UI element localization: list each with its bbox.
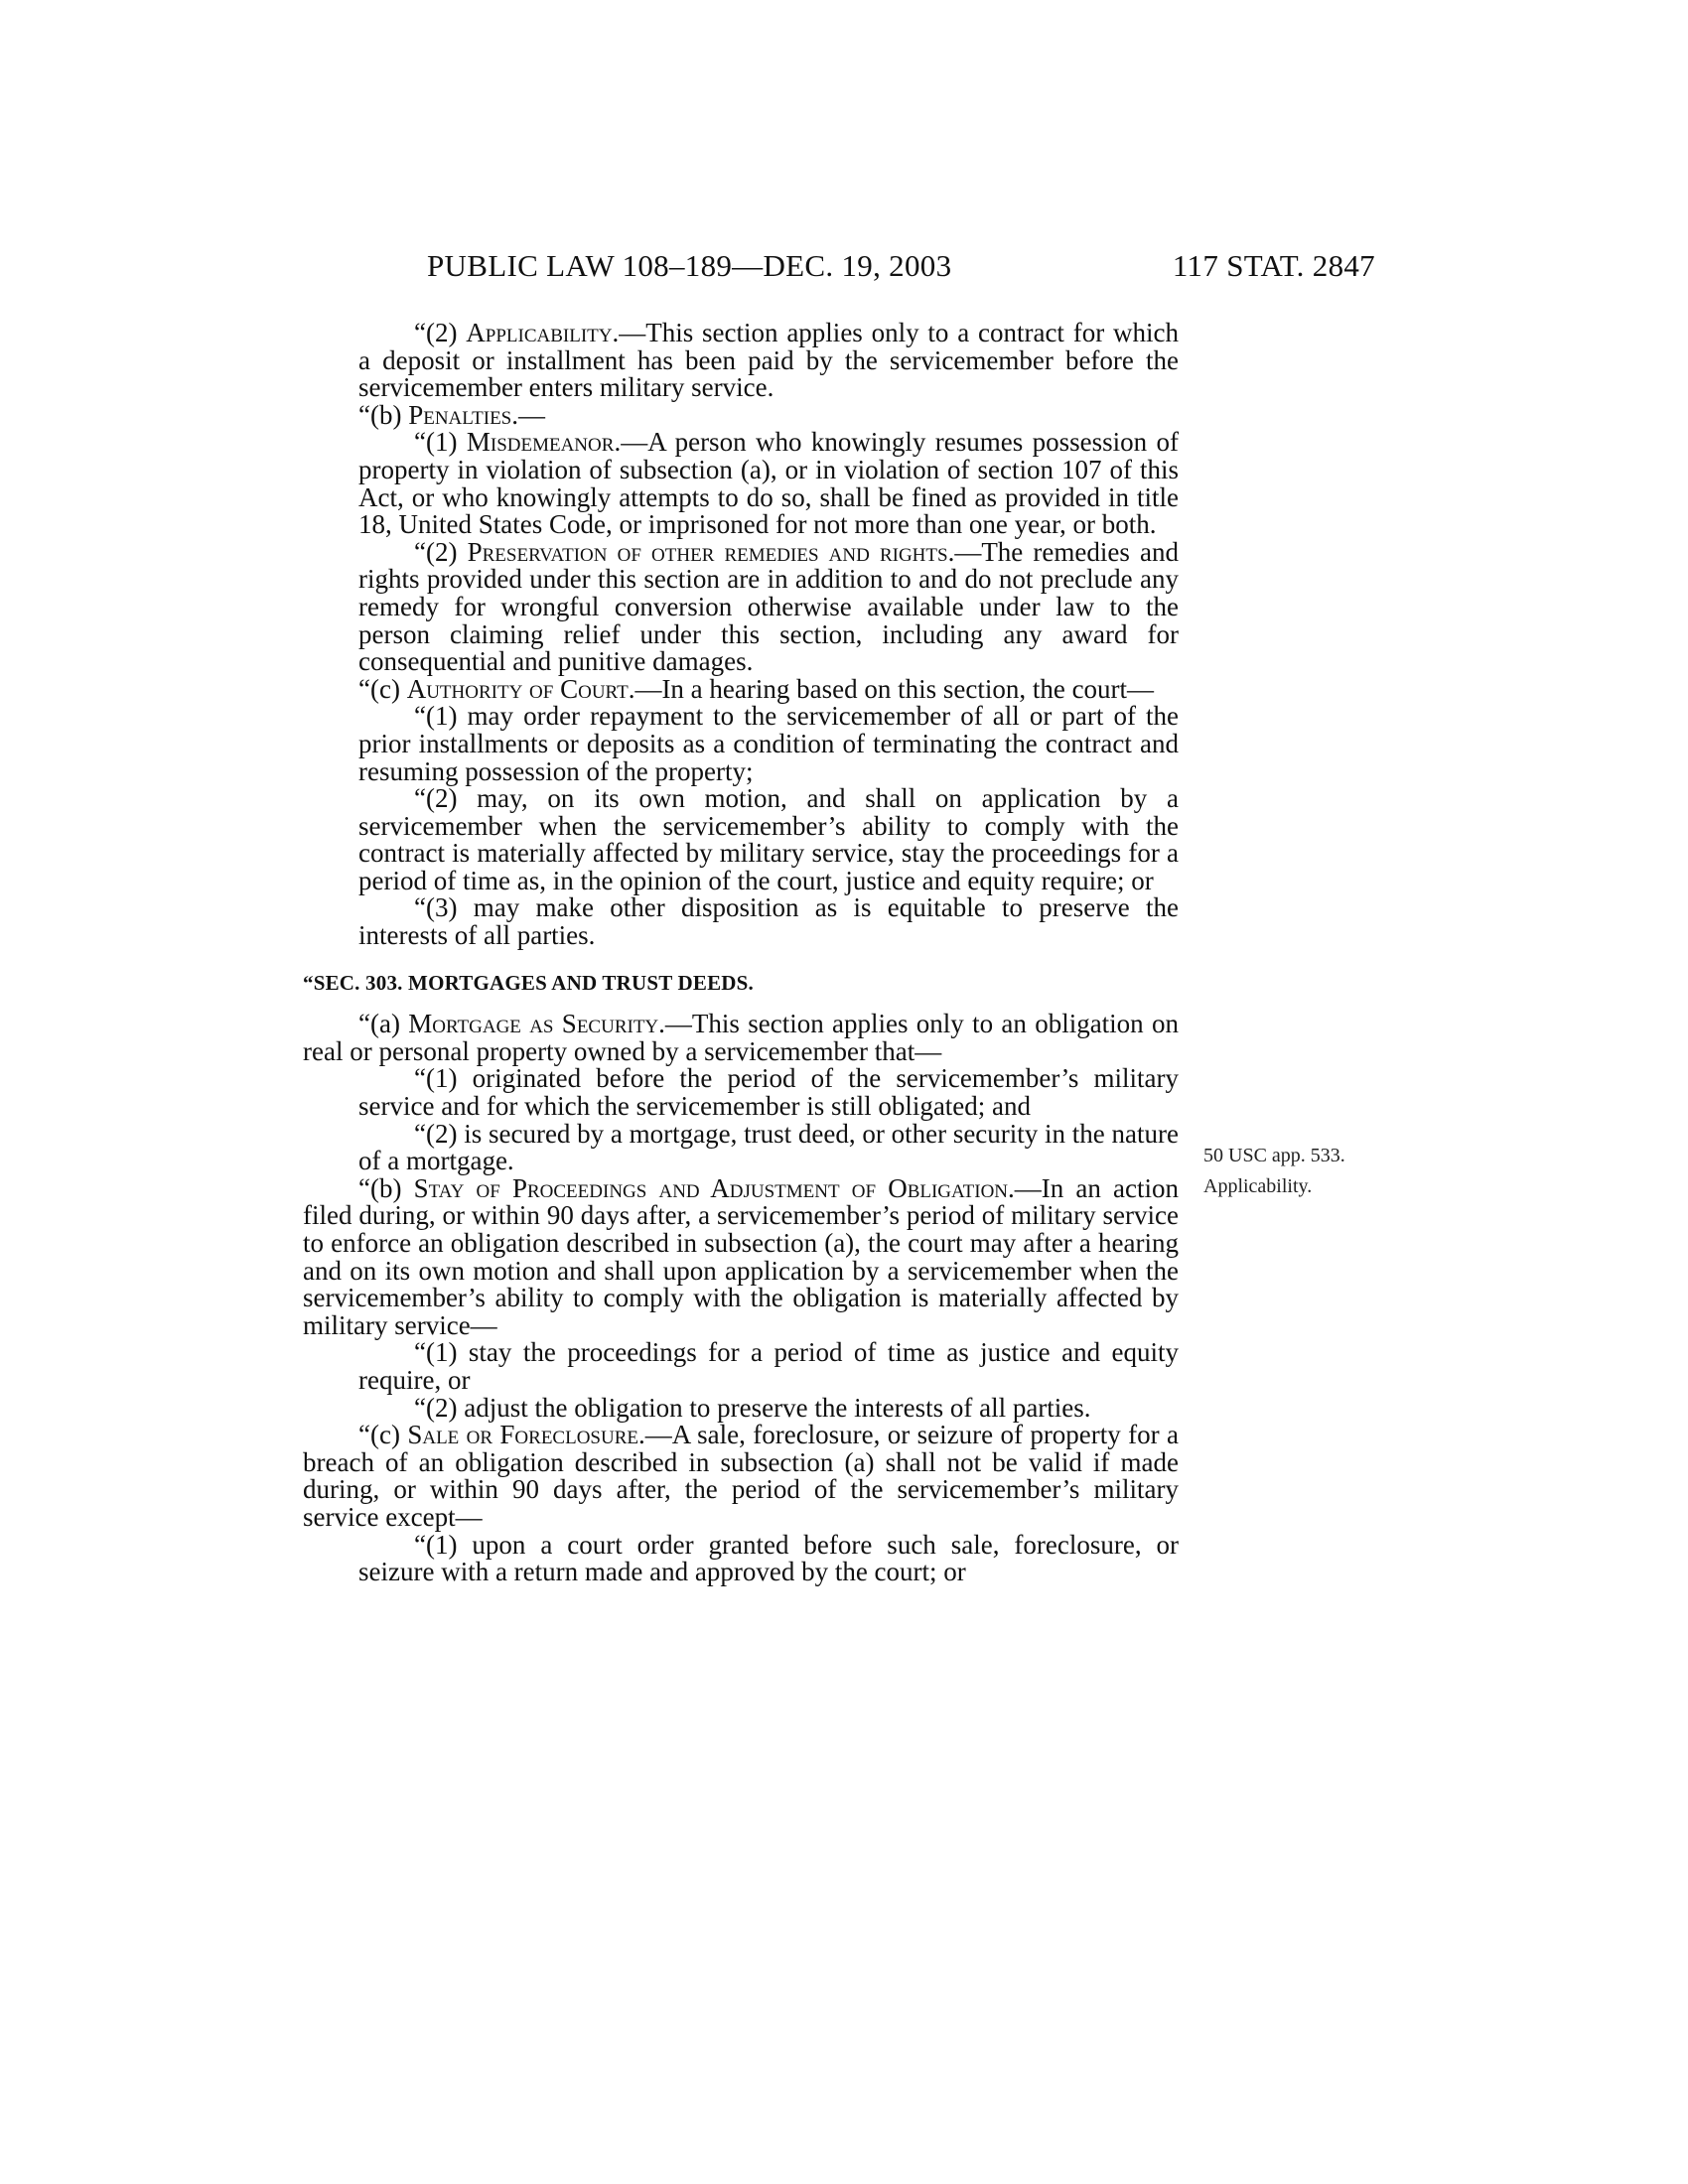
paragraph-a-mortgage: “(a) Mortgage as Security.—This section applies only to an obligation on real or personal property owned by a servicemember that— [303, 1009, 1179, 1066]
paragraph-applicability: “(2) Applicability.—This section applies only to a contract for which a deposit or installment has been paid by the servicemember before the servicemember enters military service. [358, 318, 1179, 403]
paragraph-misdemeanor: “(1) Misdemeanor.—A person who knowingly resumes possession of property in violation of subsection (a), or in violation of section 107 of this Act, or who knowingly attempts to do so, shall be fined as provided in title 18, United States Code, or imprisoned for not more than one year, or both. [358, 427, 1179, 540]
margin-note-applicability: Applicability. [1203, 1175, 1313, 1197]
header-public-law: PUBLIC LAW 108–189—DEC. 19, 2003 [427, 248, 952, 283]
paragraph-c-authority: “(c) Authority of Court.—In a hearing based on this section, the court— [358, 673, 1155, 704]
section-heading: “SEC. 303. MORTGAGES AND TRUST DEEDS. [303, 970, 754, 995]
paragraph-c1: “(1) may order repayment to the servicemember of all or part of the prior installments or deposits as a condition of terminating the contract and resuming possession of the property; [358, 701, 1179, 786]
paragraph-b-stay: “(b) Stay of Proceedings and Adjustment of Obligation.—In an action filed during, or within 90 days after, a servicemember’s period of military service to enforce an obligation described in subsection (a), the court may after a hearing and on its own motion and shall upon application by a servicemember when the servicemember’s ability to comply with the obligation is materially affected by military service— [303, 1172, 1179, 1340]
paragraph-b1: “(1) stay the proceedings for a period of time as justice and equity require, or [358, 1337, 1179, 1395]
paragraph-c3: “(3) may make other disposition as is equitable to preserve the interests of all parties. [358, 892, 1179, 951]
paragraph-a1: “(1) originated before the period of the servicemember’s military service and for which the servicemember is still obligated; and [358, 1063, 1179, 1122]
paragraph-a2: “(2) is secured by a mortgage, trust deed, or other security in the nature of a mortgage. [358, 1118, 1179, 1176]
paragraph-b-penalties: “(b) Penalties.— [358, 399, 546, 430]
header-stat-page: 117 STAT. 2847 [1172, 248, 1375, 283]
page-header [427, 248, 1375, 288]
paragraph-preservation: “(2) Preservation of other remedies and rights.—The remedies and rights provided under this section are in addition to and do not preclude any remedy for wrongful conversion otherwise available under law to the person claiming relief under this section, including any award for consequential and punitive damages. [358, 536, 1179, 677]
paragraph-sale-c1: “(1) upon a court order granted before such sale, foreclosure, or seizure with a return made and approved by the court; or [358, 1529, 1179, 1587]
statute-body [303, 320, 1179, 1586]
paragraph-c2: “(2) may, on its own motion, and shall on application by a servicemember when the servicemember’s ability to comply with the contract is materially affected by military service, stay the proceedings for a period of time as, in the opinion of the court, justice and equity require; or [358, 783, 1179, 895]
margin-note-citation: 50 USC app. 533. [1203, 1145, 1345, 1166]
paragraph-c-sale: “(c) Sale or Foreclosure.—A sale, foreclosure, or seizure of property for a breach of an obligation described in subsection (a) shall not be valid if made during, or within 90 days after, the period of the servicemember’s military service except— [303, 1420, 1179, 1532]
paragraph-b2: “(2) adjust the obligation to preserve the interests of all parties. [414, 1392, 1091, 1423]
